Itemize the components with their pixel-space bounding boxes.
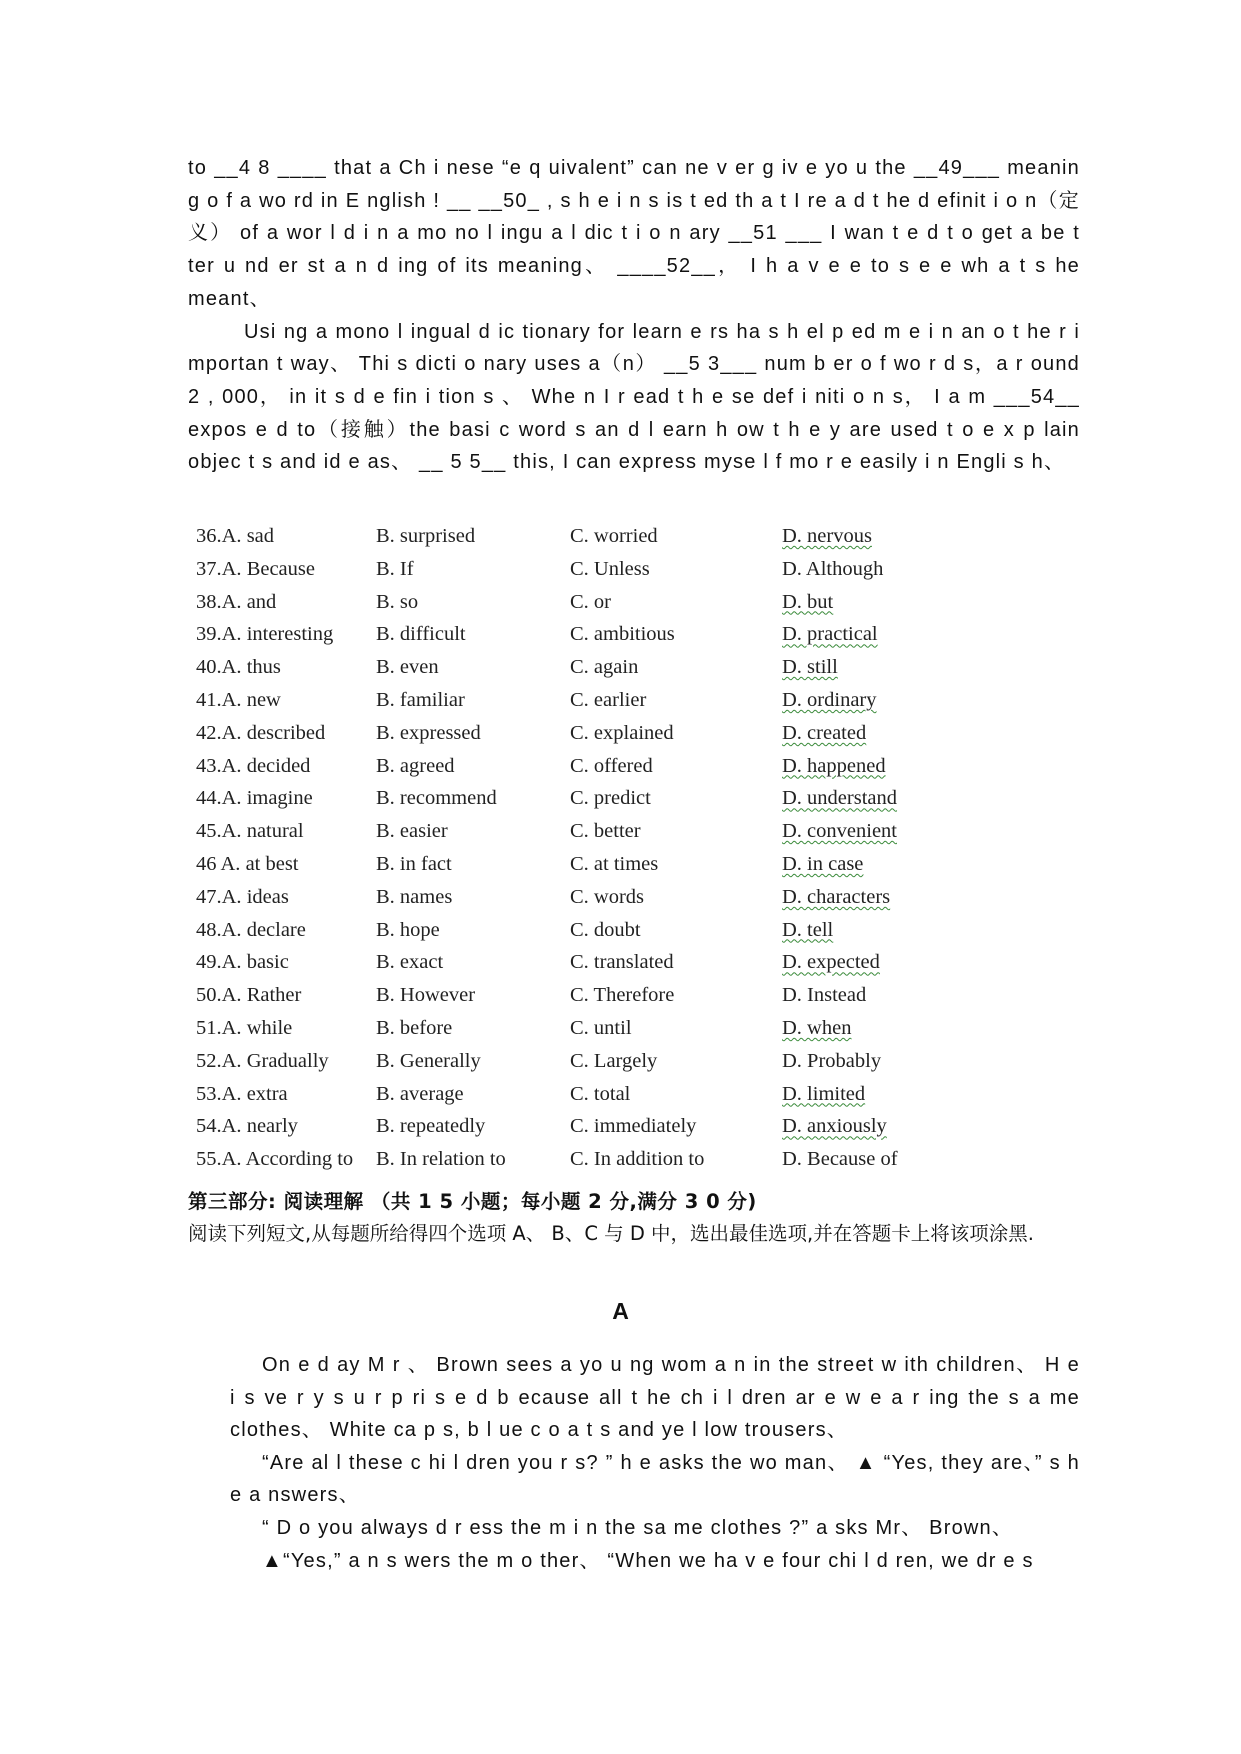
option-a: 49.A. basic xyxy=(196,951,289,974)
option-row xyxy=(196,651,956,684)
option-d: D. but xyxy=(782,590,834,613)
option-c: C. better xyxy=(570,820,641,843)
option-d: D. when xyxy=(782,1016,852,1039)
option-row xyxy=(196,848,956,881)
story-paragraph: On e d ay M r 、 Brown sees a yo u ng wom a n in the street w ith children、 H e i s ve r y s u r p ri s e d b ecause all t he ch i l dren ar e w e a r ing the s a me clothes、 White ca p s, b l ue c o a t s and ye l low trousers、 xyxy=(230,1354,1080,1442)
passage-heading: A xyxy=(612,1298,629,1324)
option-a: 37.A. Because xyxy=(196,557,315,580)
option-d: D. understand xyxy=(782,787,898,810)
option-c: C. translated xyxy=(570,951,674,974)
option-row xyxy=(196,520,956,553)
option-d: D. Instead xyxy=(782,984,867,1007)
option-a: 46 A. at best xyxy=(196,852,299,875)
option-b: B. expressed xyxy=(376,721,481,744)
option-c: C. total xyxy=(570,1082,631,1105)
option-d: D. nervous xyxy=(782,525,872,547)
option-row xyxy=(196,586,956,619)
option-d: D. ordinary xyxy=(782,688,877,711)
option-b: B. difficult xyxy=(376,623,466,646)
option-a: 43.A. decided xyxy=(196,754,311,777)
option-row xyxy=(196,1110,956,1143)
option-b: B. surprised xyxy=(376,525,476,547)
answer-options-list xyxy=(196,520,956,1176)
story-paragraph: ▲“Yes,” a n s wers the m o ther、 “When we ha v e four chi l d ren, we dr e s xyxy=(262,1549,1034,1572)
option-b: B. average xyxy=(376,1082,464,1105)
option-b: B. names xyxy=(376,885,453,908)
option-a: 44.A. imagine xyxy=(196,787,313,810)
option-a: 40.A. thus xyxy=(196,656,281,679)
option-b: B. recommend xyxy=(376,787,497,810)
option-d: D. created xyxy=(782,721,867,744)
option-row xyxy=(196,553,956,586)
option-d: D. in case xyxy=(782,852,864,875)
reading-passage xyxy=(230,1349,1080,1577)
option-a: 45.A. natural xyxy=(196,820,304,843)
passage-paragraph: Usi ng a mono l ingual d ic tionary for learn e rs ha s h el p ed m e i n an o t he r i mportan t way、 Thi s dicti o nary uses a（n） __5 3___ num b er o f wo r d s，a r ound 2 , 000， in it s d e fin i tion s 、 Whe n I r ead t h e se def i niti o n s， I a m ___54__ expos e d to（接触）the basi c word s an d l earn h ow t h e y are used t o e x p lain objec t s and id e as、 __ 5 5__ this, I can express myse l f mo r e easily i n Engli s h、 xyxy=(188,320,1080,474)
option-row xyxy=(196,750,956,783)
option-row xyxy=(196,618,956,651)
option-d: D. convenient xyxy=(782,820,897,843)
option-row xyxy=(196,815,956,848)
option-b: B. In relation to xyxy=(376,1148,506,1171)
section-title: 第三部分: 阅读理解 （共 1 5 小题；每小题 2 分,满分 3 0 分) xyxy=(188,1190,757,1213)
option-row xyxy=(196,684,956,717)
option-a: 48.A. declare xyxy=(196,918,306,941)
option-d: D. happened xyxy=(782,754,886,777)
option-d: D. still xyxy=(782,656,838,679)
option-a: 41.A. new xyxy=(196,688,281,711)
option-c: C. until xyxy=(570,1016,632,1039)
option-row xyxy=(196,914,956,947)
passage-paragraph: to __4 8 ____ that a Ch i nese “e q uivalent” can ne v er g iv e yo u the __49___ meanin g o f a wo rd in E nglish ! __ __50_ , s h e i n s is t ed th a t I re a d t he d efinit i o n（定义） of a wor l d i n a mo no l ingu a l dic t i o n ary __51 ___ I wan t e d t o get a be t ter u nd er st a n d ing of its meaning、 ____52__， I h a v e e to s e e wh a t s he meant、 xyxy=(188,157,1080,310)
option-d: D. limited xyxy=(782,1082,866,1105)
story-paragraph: “Are al l these c hi l dren you r s? ” h e asks the wo man、 ▲ “Yes, they are、” s h e a nswers、 xyxy=(230,1451,1080,1507)
option-c: C. offered xyxy=(570,754,653,777)
option-c: C. doubt xyxy=(570,918,641,941)
option-c: C. In addition to xyxy=(570,1148,705,1171)
option-row xyxy=(196,946,956,979)
option-b: B. so xyxy=(376,590,419,613)
option-c: C. worried xyxy=(570,525,658,547)
option-row xyxy=(196,717,956,750)
option-d: D. tell xyxy=(782,918,834,941)
option-c: C. Largely xyxy=(570,1049,658,1072)
option-c: C. immediately xyxy=(570,1115,697,1138)
option-c: C. Therefore xyxy=(570,984,675,1007)
cloze-passage xyxy=(188,152,1080,479)
option-b: B. before xyxy=(376,1016,453,1039)
option-c: C. Unless xyxy=(570,557,650,580)
option-row xyxy=(196,881,956,914)
option-d: D. characters xyxy=(782,885,891,908)
option-a: 47.A. ideas xyxy=(196,885,289,908)
option-d: D. practical xyxy=(782,623,878,646)
option-c: C. ambitious xyxy=(570,623,675,646)
option-row xyxy=(196,1045,956,1078)
option-c: C. again xyxy=(570,656,639,679)
option-a: 42.A. described xyxy=(196,721,326,744)
option-a: 55.A. According to xyxy=(196,1148,354,1171)
option-b: B. familiar xyxy=(376,688,465,711)
option-d: D. Because of xyxy=(782,1148,898,1171)
option-row xyxy=(196,1143,956,1176)
option-a: 50.A. Rather xyxy=(196,984,302,1007)
option-d: D. anxiously xyxy=(782,1115,887,1138)
option-a: 39.A. interesting xyxy=(196,623,334,646)
section-instructions: 阅读下列短文,从每题所给得四个选项 A、 B、C 与 D 中，选出最佳选项,并在答题卡上将该项涂黑. xyxy=(188,1222,1034,1245)
option-d: D. expected xyxy=(782,951,880,974)
option-a: 51.A. while xyxy=(196,1016,293,1039)
option-c: C. words xyxy=(570,885,645,908)
option-b: B. Generally xyxy=(376,1049,481,1072)
option-b: B. exact xyxy=(376,951,444,974)
option-a: 54.A. nearly xyxy=(196,1115,298,1138)
option-d: D. Although xyxy=(782,557,884,580)
option-row xyxy=(196,1078,956,1111)
option-c: C. at times xyxy=(570,852,659,875)
option-d: D. Probably xyxy=(782,1049,882,1072)
option-b: B. If xyxy=(376,557,414,580)
option-b: B. repeatedly xyxy=(376,1115,486,1138)
option-row xyxy=(196,1012,956,1045)
option-a: 38.A. and xyxy=(196,590,277,613)
option-row xyxy=(196,782,956,815)
story-paragraph: “ D o you always d r ess the m i n the sa me clothes ?” a sks Mr、 Brown、 xyxy=(262,1516,1014,1539)
option-c: C. predict xyxy=(570,787,651,810)
option-b: B. in fact xyxy=(376,852,452,875)
option-a: 52.A. Gradually xyxy=(196,1049,329,1072)
option-b: B. hope xyxy=(376,918,440,941)
option-a: 53.A. extra xyxy=(196,1082,288,1105)
option-c: C. explained xyxy=(570,721,674,744)
option-b: B. agreed xyxy=(376,754,455,777)
option-c: C. or xyxy=(570,590,611,613)
option-b: B. even xyxy=(376,656,439,679)
option-b: B. However xyxy=(376,984,476,1007)
option-a: 36.A. sad xyxy=(196,525,275,547)
option-row xyxy=(196,979,956,1012)
option-c: C. earlier xyxy=(570,688,647,711)
option-b: B. easier xyxy=(376,820,448,843)
